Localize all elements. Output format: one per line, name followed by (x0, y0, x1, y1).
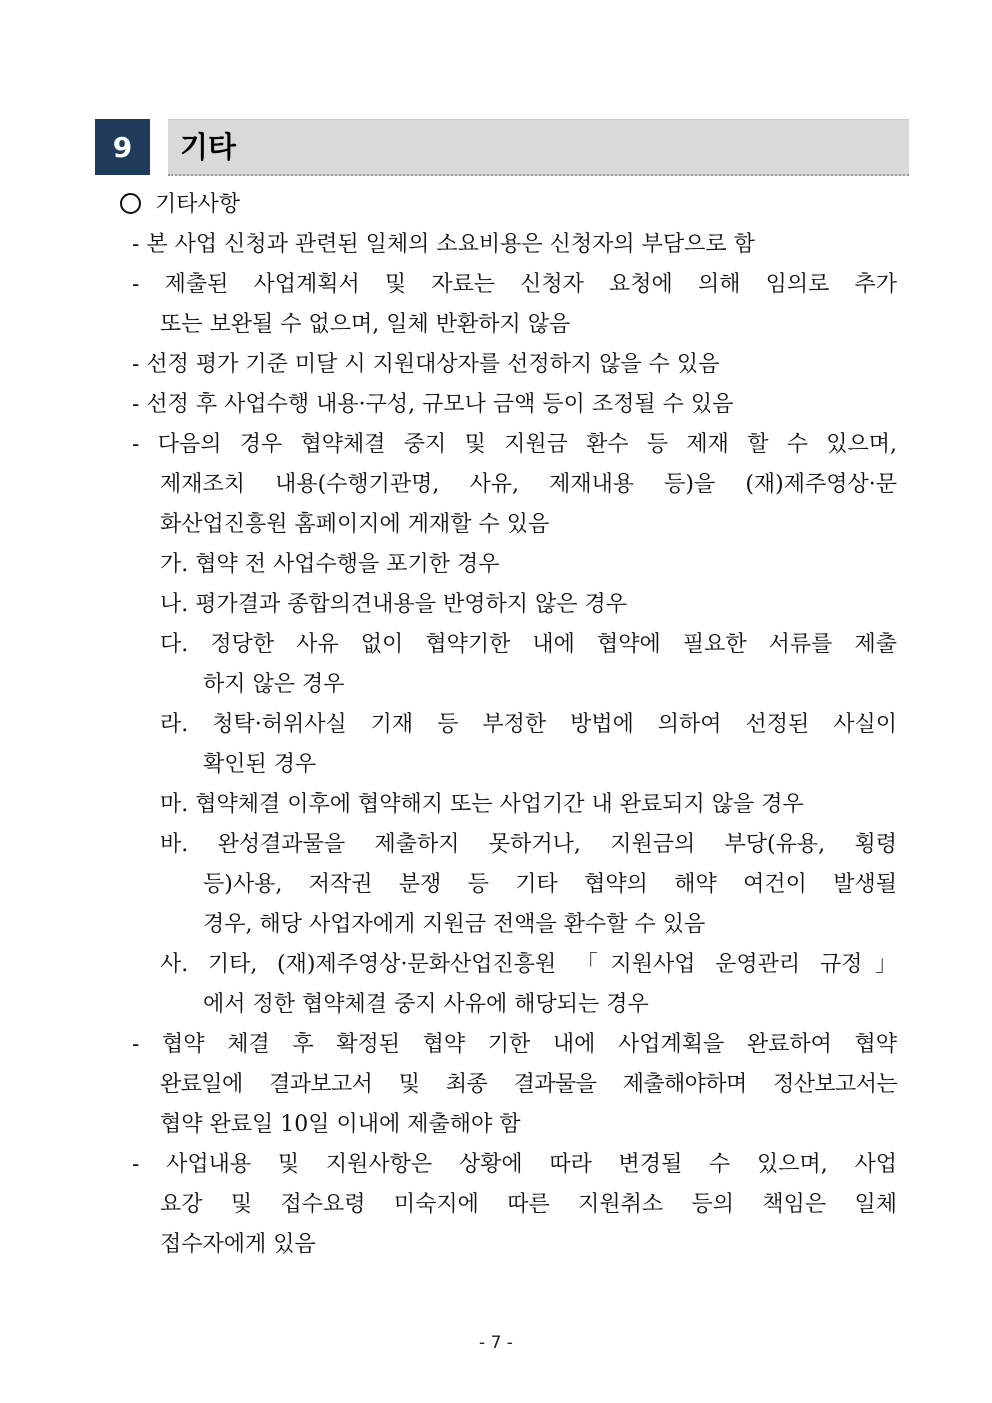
body-line: - 본 사업 신청과 관련된 일체의 소요비용은 신청자의 부담으로 함 (132, 232, 755, 257)
body-line: 완료일에 결과보고서 및 최종 결과물을 제출해야하며 정산보고서는 (160, 1072, 897, 1097)
body-line: 하지 않은 경우 (203, 672, 345, 697)
body-line: 라. 청탁·허위사실 기재 등 부정한 방법에 의하여 선정된 사실이 (160, 712, 897, 737)
body-line: - 선정 평가 기준 미달 시 지원대상자를 선정하지 않을 수 있음 (132, 352, 720, 377)
body-line: 협약 완료일 10일 이내에 제출해야 함 (160, 1112, 521, 1137)
body-line: 또는 보완될 수 없으며, 일체 반환하지 않음 (160, 312, 571, 337)
body-line: 확인된 경우 (203, 752, 317, 777)
body-line: 요강 및 접수요령 미숙지에 따른 지원취소 등의 책임은 일체 (160, 1192, 897, 1217)
body-line: - 다음의 경우 협약체결 중지 및 지원금 환수 등 제재 할 수 있으며, (132, 432, 897, 457)
body-line: 에서 정한 협약체결 중지 사유에 해당되는 경우 (203, 992, 649, 1017)
page-number: - 7 - (479, 1333, 513, 1353)
body-line: - 제출된 사업계획서 및 자료는 신청자 요청에 의해 임의로 추가 (132, 272, 897, 297)
section-number: 9 (95, 119, 150, 175)
body-line: 제재조치 내용(수행기관명, 사유, 제재내용 등)을 (재)제주영상·문 (160, 472, 897, 497)
body-line: - 사업내용 및 지원사항은 상황에 따라 변경될 수 있으며, 사업 (132, 1152, 897, 1177)
body-line: 경우, 해당 사업자에게 지원금 전액을 환수할 수 있음 (203, 912, 706, 937)
body-line: 화산업진흥원 홈페이지에 게재할 수 있음 (160, 512, 550, 537)
body-line: 가. 협약 전 사업수행을 포기한 경우 (160, 552, 500, 577)
section-title-box (168, 119, 909, 176)
body-line: - 협약 체결 후 확정된 협약 기한 내에 사업계획을 완료하여 협약 (132, 1032, 897, 1057)
body-line: 사. 기타, (재)제주영상·문화산업진흥원 「지원사업 운영관리 규정」 (160, 952, 897, 977)
body-line: 등)사용, 저작권 분쟁 등 기타 협약의 해약 여건이 발생될 (203, 872, 897, 897)
subheading (120, 185, 240, 225)
circle-bullet-icon (120, 193, 141, 214)
body-line: 접수자에게 있음 (160, 1232, 316, 1257)
body-line: 바. 완성결과물을 제출하지 못하거나, 지원금의 부당(유용, 횡령 (160, 832, 897, 857)
body-line: 다. 정당한 사유 없이 협약기한 내에 협약에 필요한 서류를 제출 (160, 632, 897, 657)
section-header (95, 119, 909, 175)
section-title: 기타 (180, 130, 237, 164)
body-line: 마. 협약체결 이후에 협약해지 또는 사업기간 내 완료되지 않을 경우 (160, 792, 804, 817)
body-line: 나. 평가결과 종합의견내용을 반영하지 않은 경우 (160, 592, 628, 617)
body-line: - 선정 후 사업수행 내용·구성, 규모나 금액 등이 조정될 수 있음 (132, 392, 734, 417)
subheading-text: 기타사항 (155, 192, 241, 217)
